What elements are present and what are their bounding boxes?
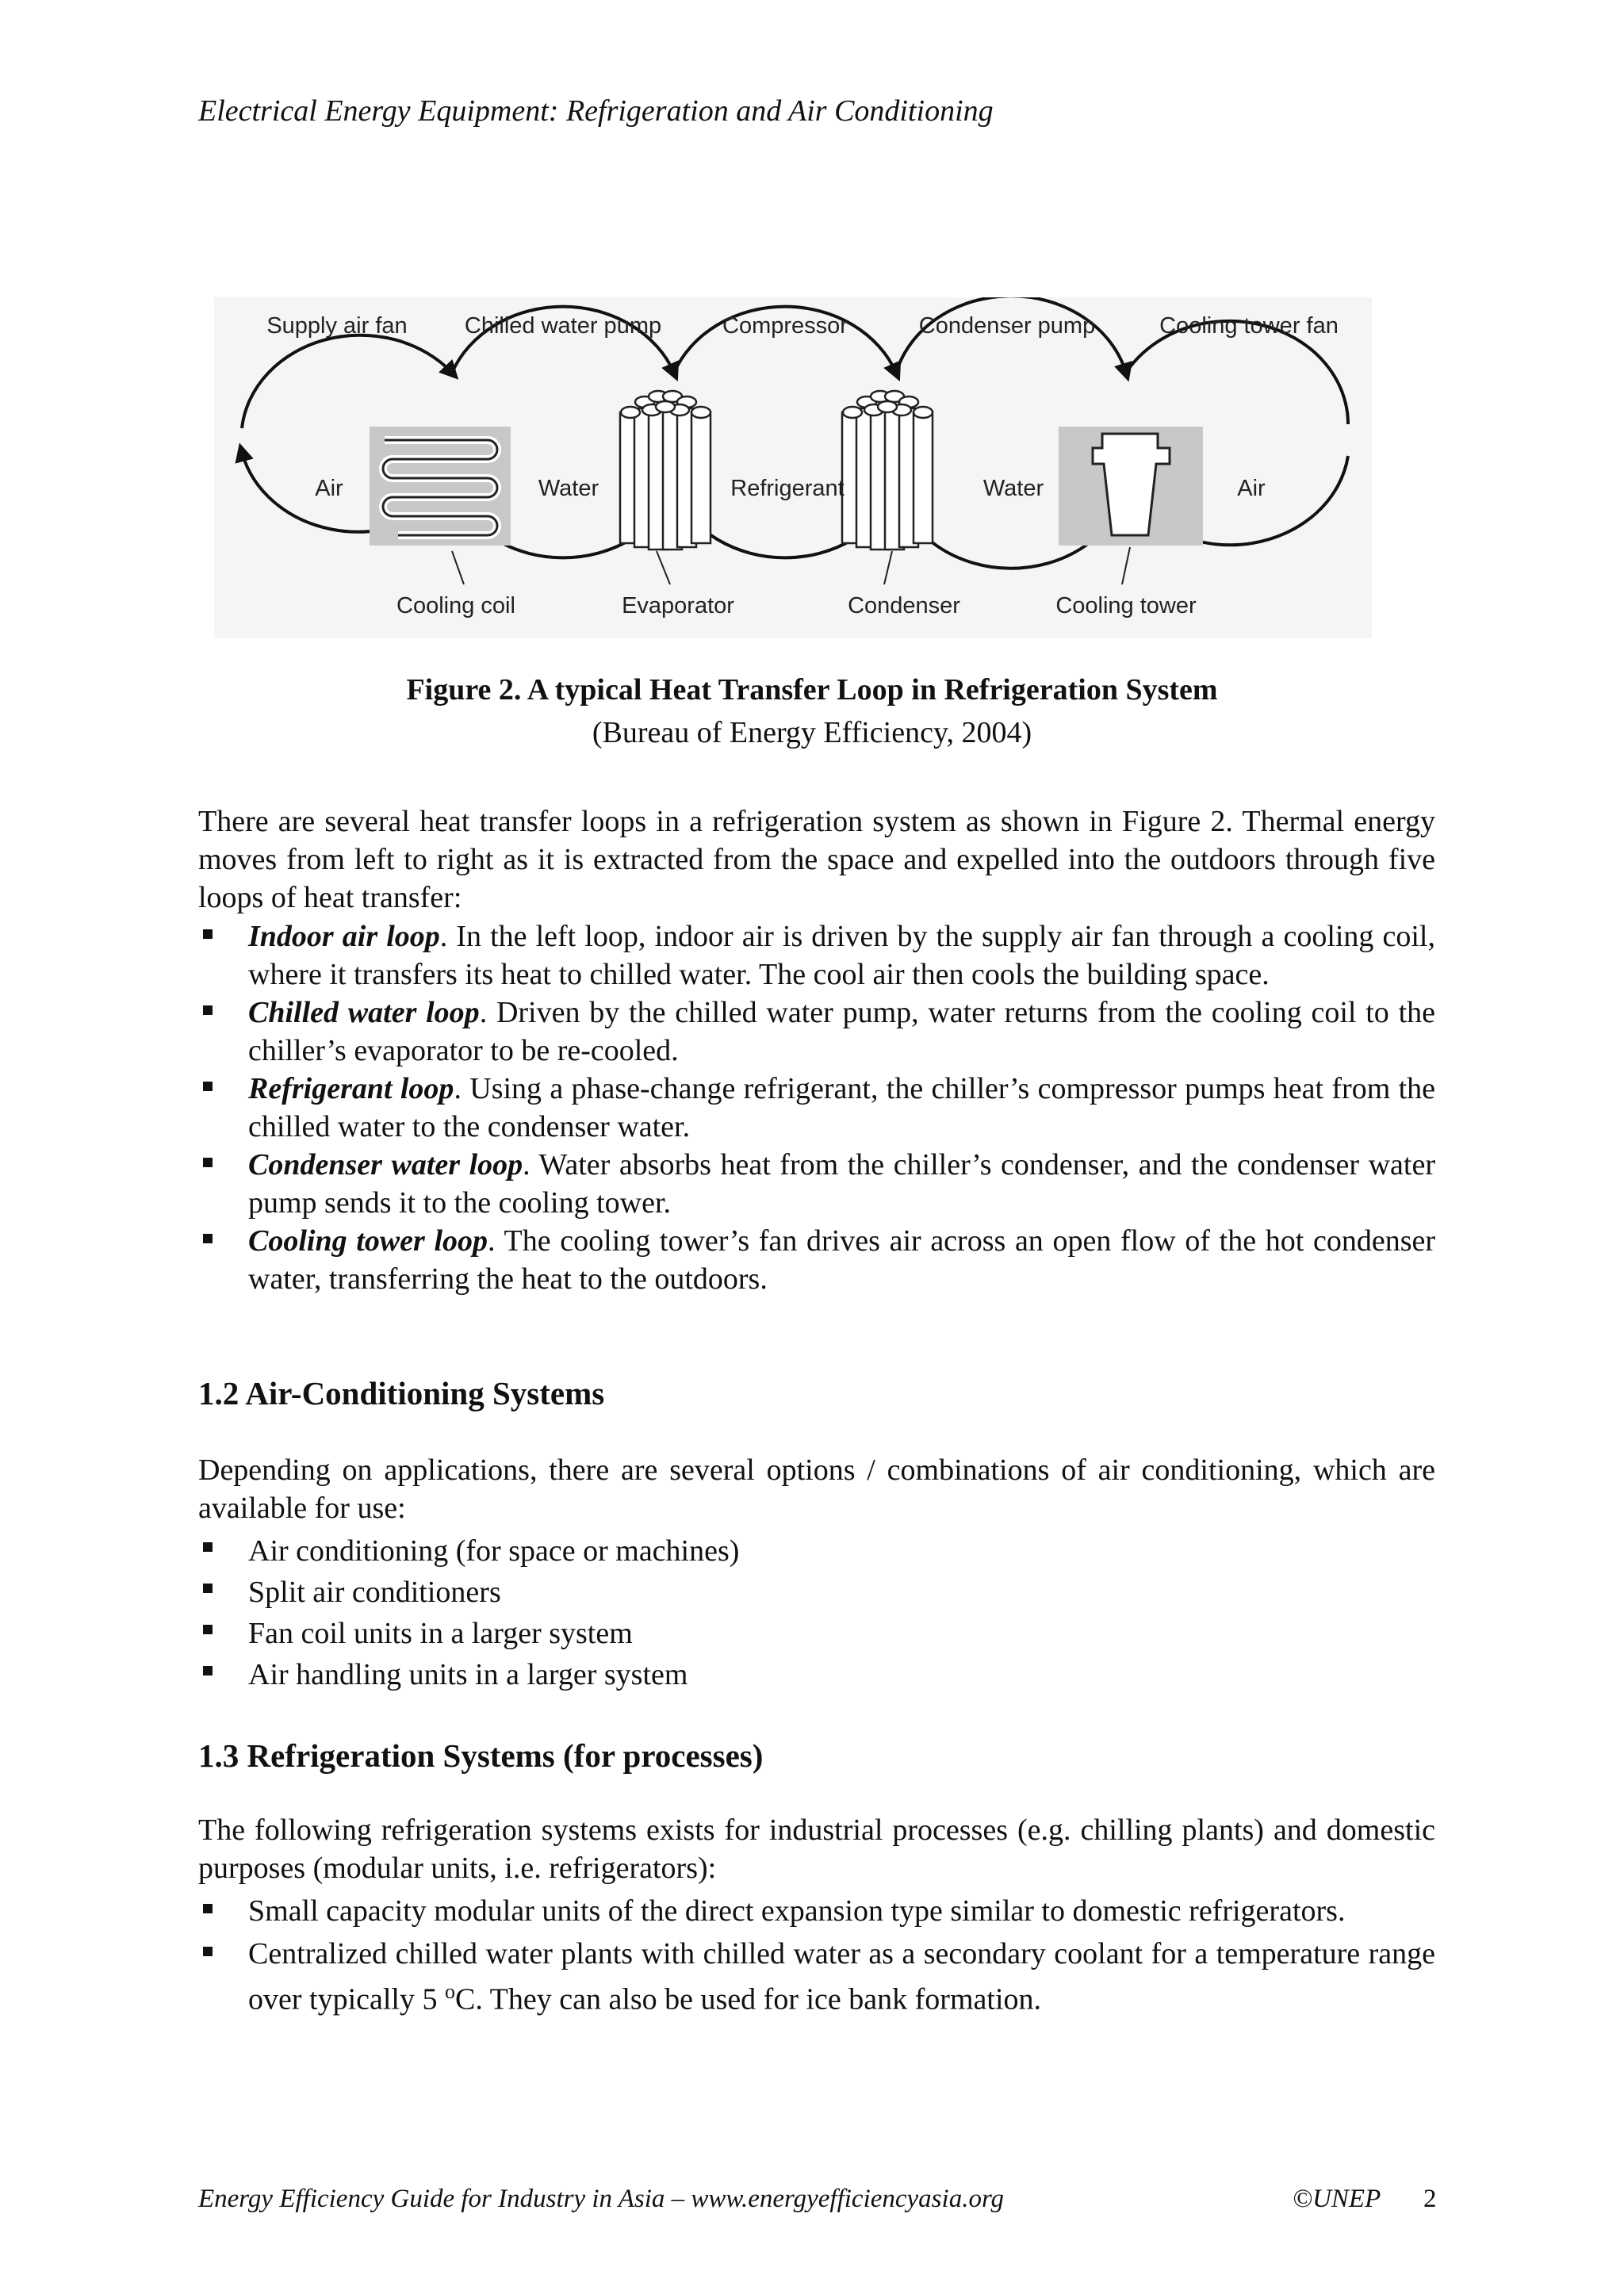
label-evaporator: Evaporator [622,593,734,618]
label-condenser-pump: Condenser pump [918,313,1096,339]
label-cooling-tower-fan: Cooling tower fan [1159,313,1339,339]
section-heading-1-2: 1.2 Air-Conditioning Systems [198,1375,605,1411]
loop-description: . Water absorbs heat from the chiller’s condenser, and the condenser water pump sends it to the cooling tower. [248,1148,1435,1220]
running-header: Electrical Energy Equipment: Refrigeration and Air Conditioning [198,94,994,128]
bullet-icon [203,1584,213,1593]
figure-caption-title: Figure 2. A typical Heat Transfer Loop in Refrigeration System [406,673,1218,707]
label-cooling-coil: Cooling coil [396,593,515,618]
list-item: Small capacity modular units of the direct expansion type similar to domestic refrigerators. [198,1892,1435,1930]
refrigeration-systems-list [198,1892,1435,2019]
heat-transfer-loop-diagram [214,297,1372,638]
degree-superscript: o [444,1980,455,2003]
list-item: Centralized chilled water plants with chilled water as a secondary coolant for a temperature range over typically 5 $^o$C. They can also be used for ice bank formation. [198,1935,1435,2019]
bullet-icon [203,1904,213,1913]
label-loop-air-right: Air [1237,476,1266,501]
section-heading-1-3: 1.3 Refrigeration Systems (for processes) [198,1737,764,1774]
evaporator-icon [620,391,710,550]
list-item [198,1222,1435,1298]
label-loop-water-1: Water [538,476,599,501]
bullet-icon [203,1666,213,1676]
bullet-icon [203,1947,213,1956]
loop-description: . Using a phase-change refrigerant, the chiller’s compressor pumps heat from the chilled water to the condenser water. [248,1072,1435,1143]
list-item: Air handling units in a larger system [198,1654,1435,1695]
label-cooling-tower: Cooling tower [1055,593,1197,618]
section-1-3-intro: The following refrigeration systems exists for industrial processes (e.g. chilling plants) and domestic purposes (modular units, i.e. refrigerators): [198,1813,1435,1885]
page-footer [198,2185,1435,2214]
heat-transfer-loop-figure [214,297,1372,638]
label-condenser: Condenser [848,593,960,618]
bullet-icon [203,1625,213,1634]
label-compressor: Compressor [722,313,848,339]
cooling-coil-icon [370,427,511,546]
bullet-icon [203,929,213,939]
loop-term: Cooling tower loop [248,1224,488,1258]
air-conditioning-options-list [198,1530,1435,1695]
loop-term: Condenser water loop [248,1148,523,1181]
loop-term: Chilled water loop [248,996,480,1029]
list-item: Split air conditioners [198,1572,1435,1613]
list-item [198,1146,1435,1222]
cooling-tower-icon [1059,427,1203,546]
bullet-icon [203,1005,213,1015]
loop-description: . The cooling tower’s fan drives air across an open flow of the hot condenser water, transferring the heat to the outdoors. [248,1224,1435,1296]
bullet-icon [203,1542,213,1552]
label-loop-air-left: Air [315,476,343,501]
list-item [198,994,1435,1070]
heat-transfer-loop-list [198,917,1435,1298]
label-loop-refrigerant: Refrigerant [730,476,845,501]
bullet-icon [203,1234,213,1243]
section-1-2-intro: Depending on applications, there are several options / combinations of air conditioning, which are available for use: [198,1453,1435,1525]
figure-caption-source: (Bureau of Energy Efficiency, 2004) [592,716,1032,749]
condenser-icon [842,391,933,550]
footer-guide-text: Energy Efficiency Guide for Industry in Asia – www.energyefficiencyasia.org [198,2185,1005,2213]
page-number: 2 [1423,2185,1437,2213]
bullet-icon [203,1158,213,1167]
loop-description: . In the left loop, indoor air is driven by the supply air fan through a cooling coil, where it transfers its heat to chilled water. The cool air then cools the building space. [248,920,1435,991]
list-item: Air conditioning (for space or machines) [198,1530,1435,1572]
label-supply-air-fan: Supply air fan [266,313,408,339]
footer-copyright: ©UNEP [1293,2185,1381,2213]
list-item [198,1070,1435,1146]
label-loop-water-2: Water [982,476,1044,501]
list-item: Fan coil units in a larger system [198,1613,1435,1654]
loop-term: Refrigerant loop [248,1072,454,1105]
loop-description: . Driven by the chilled water pump, water returns from the cooling coil to the chiller’s evaporator to be re-cooled. [248,996,1435,1067]
loop-term: Indoor air loop [248,920,440,953]
intro-paragraph: There are several heat transfer loops in a refrigeration system as shown in Figure 2. Thermal energy moves from left to right as it is extracted from the space and expelled into the outdoors through five loops of heat transfer: [198,805,1435,914]
label-chilled-water-pump: Chilled water pump [464,313,662,339]
bullet-icon [203,1082,213,1091]
list-item [198,917,1435,994]
